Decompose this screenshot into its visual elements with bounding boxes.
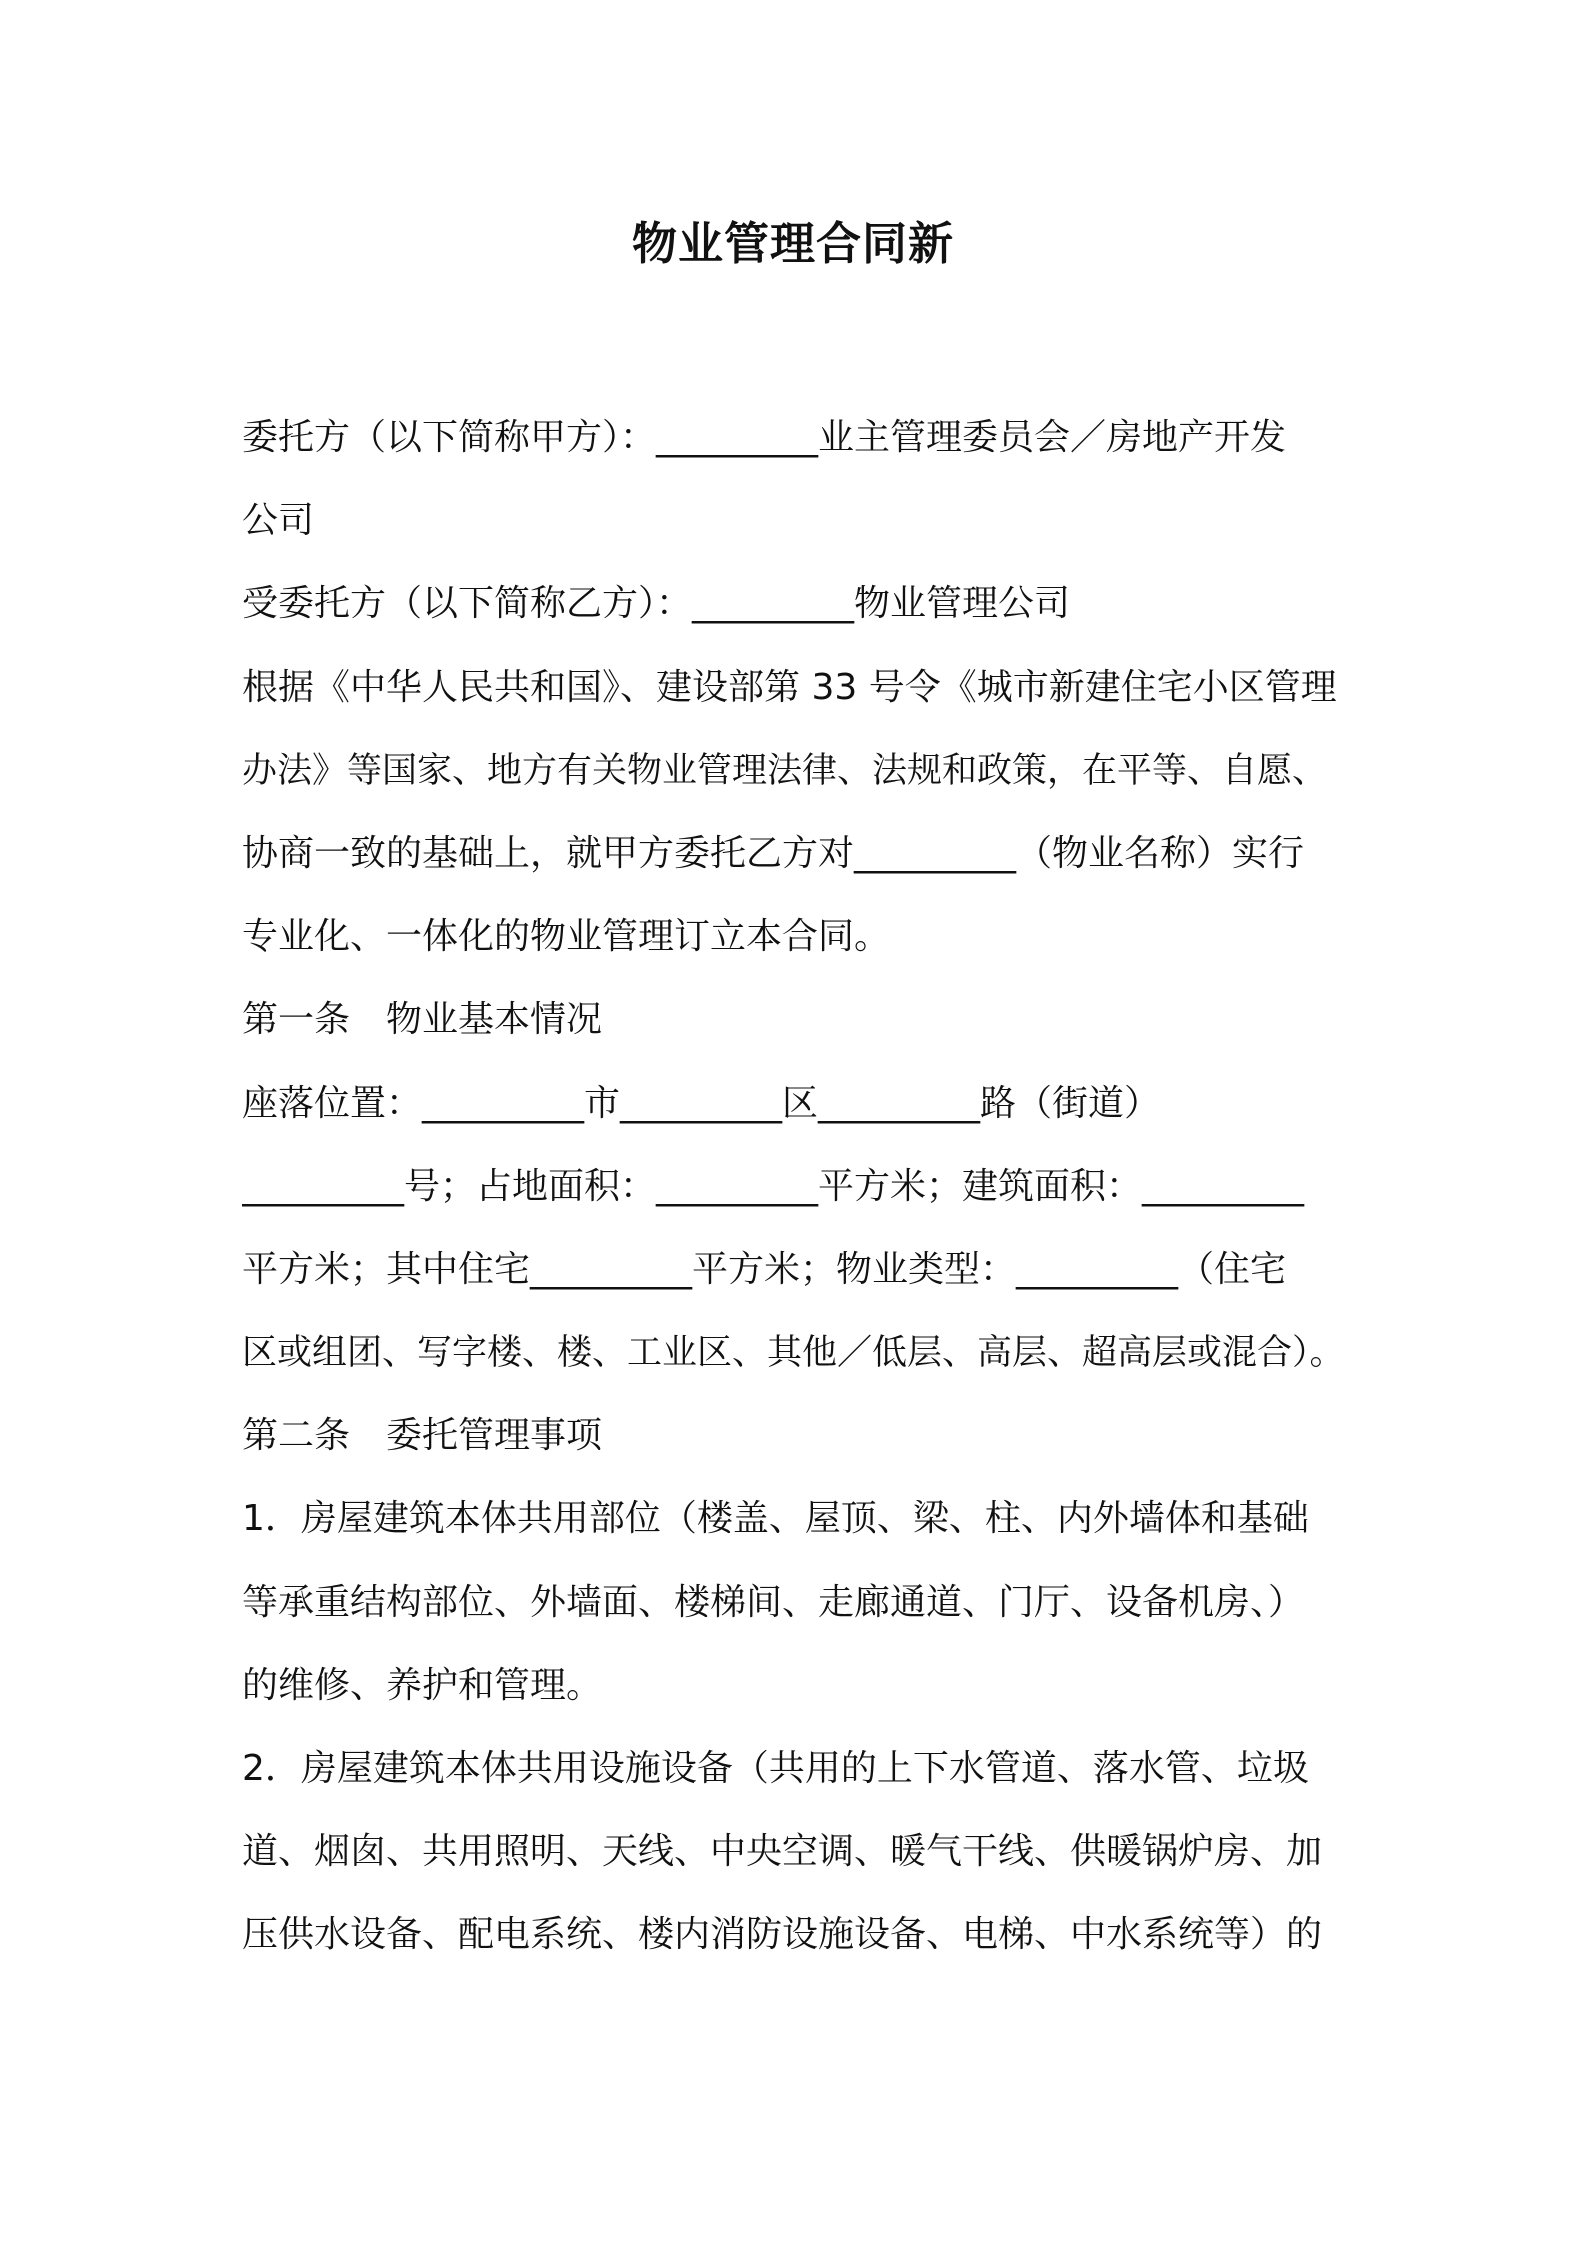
paragraph-line-party-a: 委托方（以下简称甲方）：_________业主管理委员会／房地产开发 [242,417,1287,458]
paragraph-line-party-b: 受委托方（以下简称乙方）：_________物业管理公司 [242,583,1071,625]
article-heading-2: 第二条 委托管理事项 [242,1415,603,1457]
paragraph-line-preamble: 专业化、一体化的物业管理订立本合同。 [242,916,891,958]
paragraph-line-party-a-cont: 公司 [242,500,315,542]
paragraph-line-item-1: 等承重结构部位、外墙面、楼梯间、走廊通道、门厅、设备机房、） [242,1581,1305,1623]
paragraph-line-preamble: 根据《中华人民共和国》、建设部第 33 号令《城市新建住宅小区管理 [242,666,1337,708]
paragraph-line-area: _________号；占地面积：_________平方米；建筑面积：_________ [242,1165,1305,1207]
paragraph-line-item-1: 1．房屋建筑本体共用部位（楼盖、屋顶、梁、柱、内外墙体和基础 [242,1498,1309,1540]
document-body [242,408,1352,1989]
paragraph-line-preamble: 办法》等国家、地方有关物业管理法律、法规和政策，在平等、自愿、 [242,750,1328,791]
paragraph-line-type: 区或组团、写字楼、楼、工业区、其他／低层、高层、超高层或混合）。 [242,1333,1345,1374]
paragraph-line-preamble: 协商一致的基础上，就甲方委托乙方对_________（物业名称）实行 [242,832,1305,874]
article-heading-1: 第一条 物业基本情况 [242,999,603,1041]
paragraph-line-item-2: 2．房屋建筑本体共用设施设备（共用的上下水管道、落水管、垃圾 [242,1748,1309,1789]
paragraph-line-area: 平方米；其中住宅_________平方米；物业类型：_________（住宅 [242,1248,1287,1290]
paragraph-line-item-1: 的维修、养护和管理。 [242,1664,603,1706]
paragraph-line-item-2: 压供水设备、配电系统、楼内消防设施设备、电梯、中水系统等）的 [242,1914,1323,1956]
document-title: 物业管理合同新 [631,217,954,270]
paragraph-line-item-2: 道、烟囱、共用照明、天线、中央空调、暖气干线、供暖锅炉房、加 [242,1831,1323,1873]
paragraph-line-location: 座落位置：_________市_________区_________路（街道） [242,1082,1161,1124]
